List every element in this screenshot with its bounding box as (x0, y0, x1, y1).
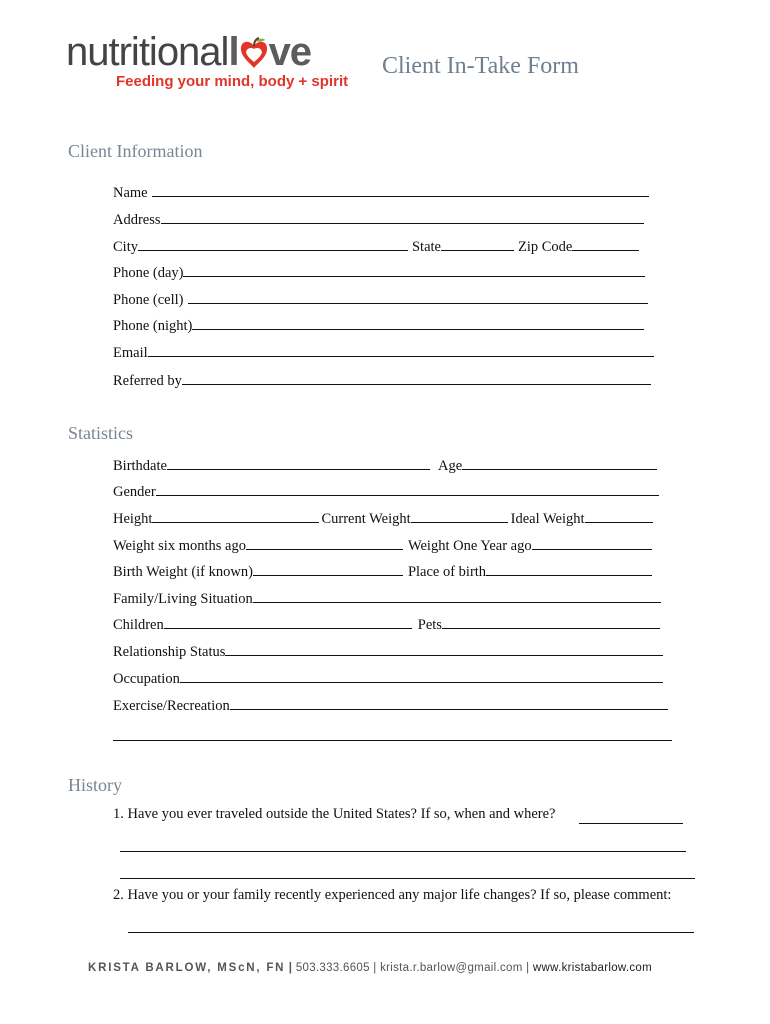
exercise-continuation-line[interactable] (113, 739, 672, 741)
field-relationship-status[interactable] (113, 641, 663, 661)
place-of-birth-line[interactable] (486, 561, 652, 576)
current-weight-line[interactable] (411, 508, 508, 523)
gender-line[interactable] (156, 481, 659, 496)
field-occupation[interactable] (113, 668, 663, 688)
footer-separator: | (526, 962, 530, 974)
question-2-answer-line[interactable] (128, 931, 694, 933)
field-label: Zip Code (517, 239, 573, 255)
question-1-answer-line-1[interactable] (120, 850, 686, 852)
family-living-line[interactable] (253, 588, 661, 603)
exercise-line[interactable] (230, 695, 668, 710)
section-statistics: Statistics (68, 423, 134, 443)
birthdate-line[interactable] (167, 455, 430, 470)
apple-heart-icon (239, 37, 269, 69)
field-label: Height (113, 511, 153, 527)
pets-line[interactable] (442, 614, 660, 629)
logo-word-nutritional: nutritional (66, 30, 229, 74)
zip-line[interactable] (572, 236, 639, 251)
field-label: Address (113, 212, 161, 228)
field-birthdate-age[interactable] (113, 455, 657, 475)
history-question-1 (113, 806, 556, 823)
question-1-answer-line-2[interactable] (120, 877, 695, 879)
footer-contact (88, 962, 652, 974)
birth-weight-line[interactable] (253, 561, 403, 576)
field-label: Occupation (113, 671, 180, 687)
footer-website[interactable]: www.kristabarlow.com (532, 962, 653, 974)
phone-day-line[interactable] (183, 262, 645, 277)
section-history: History (68, 775, 122, 795)
relationship-line[interactable] (225, 641, 663, 656)
logo-word-love: l ve (228, 30, 312, 74)
height-line[interactable] (152, 508, 319, 523)
question-text: 2. Have you or your family recently experienced any major life changes? If so, please comment: (113, 887, 672, 903)
field-phone-cell[interactable] (113, 289, 648, 309)
phone-night-line[interactable] (192, 315, 644, 330)
field-label: Name (113, 185, 148, 201)
history-question-2 (113, 887, 671, 904)
field-gender[interactable] (113, 481, 659, 501)
field-referred-by[interactable] (113, 370, 651, 390)
footer-separator: | (288, 962, 293, 974)
field-label: Birthdate (113, 458, 167, 474)
email-line[interactable] (148, 342, 654, 357)
field-label: Pets (417, 617, 442, 633)
field-height-weights[interactable] (113, 508, 653, 528)
field-label: Children (113, 617, 164, 633)
logo-tagline: Feeding your mind, body + spirit (116, 73, 349, 90)
weight-six-months-line[interactable] (246, 535, 403, 550)
field-address[interactable] (113, 209, 644, 229)
footer-phone: 503.333.6605 (295, 962, 370, 974)
address-line[interactable] (161, 209, 644, 224)
section-client-information: Client Information (68, 141, 203, 161)
field-phone-night[interactable] (113, 315, 644, 335)
field-label: Phone (cell) (113, 292, 184, 308)
field-exercise[interactable] (113, 695, 668, 715)
occupation-line[interactable] (180, 668, 663, 683)
field-label: Birth Weight (if known) (113, 564, 253, 580)
field-label: Email (113, 345, 148, 361)
referred-by-line[interactable] (182, 370, 651, 385)
name-line[interactable] (152, 182, 649, 197)
field-label: Gender (113, 484, 156, 500)
field-email[interactable] (113, 342, 654, 362)
field-weight-history[interactable] (113, 535, 652, 555)
footer-email[interactable]: krista.r.barlow@gmail.com (380, 962, 523, 974)
field-label: Relationship Status (113, 644, 226, 660)
field-label: Phone (day) (113, 265, 184, 281)
field-phone-day[interactable] (113, 262, 645, 282)
ideal-weight-line[interactable] (585, 508, 653, 523)
city-line[interactable] (138, 236, 408, 251)
logo-wordmark (66, 30, 366, 74)
age-line[interactable] (462, 455, 657, 470)
phone-cell-line[interactable] (188, 289, 648, 304)
field-label: Exercise/Recreation (113, 698, 230, 714)
brand-logo (66, 30, 366, 90)
field-name[interactable] (113, 182, 649, 202)
field-label: State (411, 239, 441, 255)
footer-separator: | (373, 962, 377, 974)
field-label: Phone (night) (113, 318, 193, 334)
weight-one-year-line[interactable] (532, 535, 652, 550)
field-label: Place of birth (407, 564, 487, 580)
form-title: Client In-Take Form (382, 53, 579, 79)
field-label: Age (437, 458, 463, 474)
question-text: 1. Have you ever traveled outside the United States? If so, when and where? (113, 806, 556, 822)
field-label: Current Weight (321, 511, 411, 527)
field-birth-weight-place[interactable] (113, 561, 652, 581)
children-line[interactable] (164, 614, 412, 629)
field-label: Weight One Year ago (407, 538, 532, 554)
field-family-living[interactable] (113, 588, 661, 608)
state-line[interactable] (441, 236, 514, 251)
footer-name: KRISTA BARLOW, MScN, FN (88, 962, 286, 974)
field-label: Referred by (113, 373, 182, 389)
field-label: Weight six months ago (113, 538, 246, 554)
field-label: Family/Living Situation (113, 591, 253, 607)
field-city-state-zip[interactable] (113, 236, 639, 256)
field-label: Ideal Weight (510, 511, 585, 527)
field-children-pets[interactable] (113, 614, 660, 634)
field-label: City (113, 239, 138, 255)
question-1-inline-line[interactable] (579, 822, 683, 824)
